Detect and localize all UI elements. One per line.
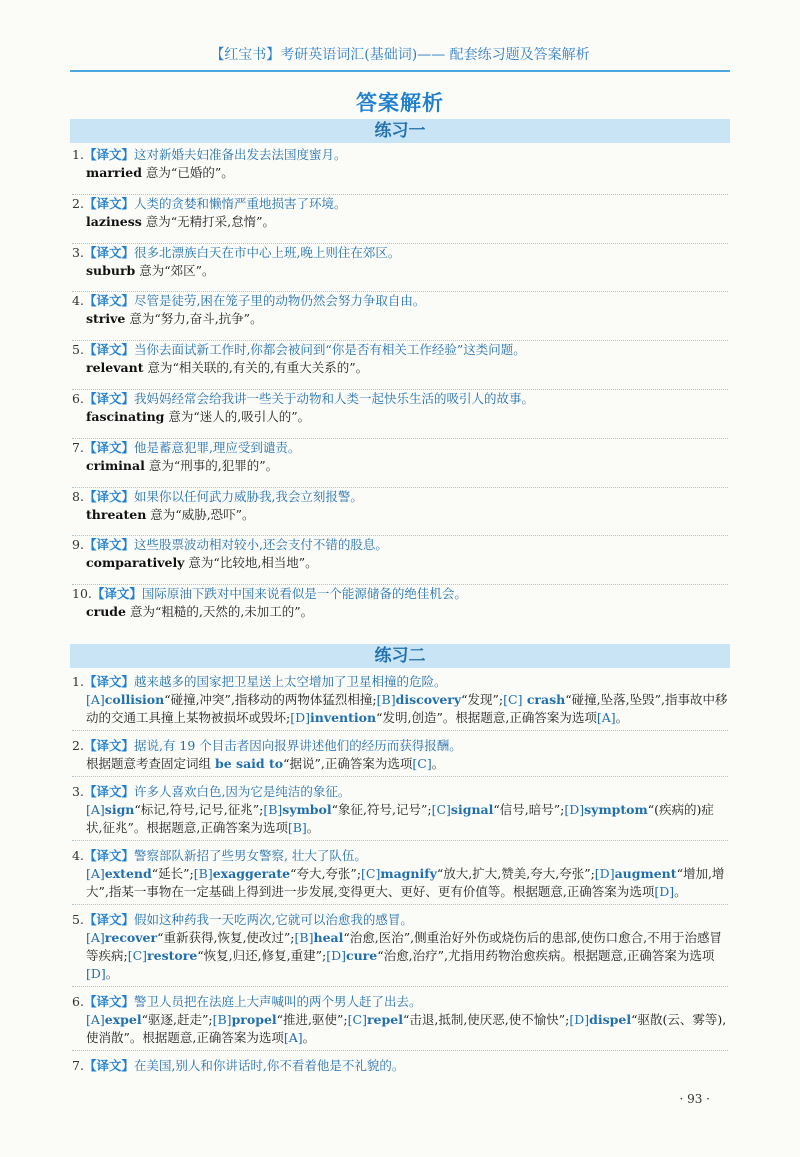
explanation-text: 意为“迷人的,吸引人的”。	[164, 408, 311, 424]
translation-text: 越来越多的国家把卫星送上太空增加了卫星相撞的危险。	[133, 674, 447, 689]
keyword: threaten	[86, 506, 147, 522]
explanation-text: “驱散(云、雾等),使消散”。根据题意,正确答案为选项	[86, 1012, 727, 1045]
option-word: invention	[310, 710, 377, 725]
translation-tag: 【译文】	[83, 195, 134, 211]
explanation-text: 。	[306, 820, 320, 835]
option-word: sign	[104, 802, 135, 817]
item-number: 2.	[72, 738, 84, 753]
section-heading-2: 练习二	[70, 644, 730, 668]
explanation-text: “碰撞,坠落,坠毁”,指事故中移动的交通工具撞上某物被损坏或毁坏;	[86, 692, 728, 725]
translation-line	[72, 911, 728, 929]
option-word: symbol	[282, 802, 332, 817]
answer-item	[72, 673, 728, 731]
item-number: 1.	[72, 147, 84, 162]
translation-text: 尽管是徒劳,困在笼子里的动物仍然会努力争取自由。	[133, 293, 426, 309]
answer-item	[72, 536, 728, 585]
translation-text: 在美国,别人和你讲话时,你不看着他是不礼貌的。	[133, 1058, 405, 1073]
keyword: laziness	[86, 213, 142, 229]
explanation-text: “延长”;	[151, 866, 194, 881]
option-label: [A]	[86, 866, 105, 881]
option-word: dispel	[589, 1012, 632, 1027]
explanation-text: 意为“相关联的,有关的,有重大关系的”。	[143, 360, 369, 376]
explanation-line	[72, 801, 728, 837]
option-label: [D]	[594, 866, 615, 881]
explanation-line	[72, 310, 728, 328]
answer-item	[72, 847, 728, 905]
explanation-line	[72, 691, 728, 727]
translation-text: 国际原油下跌对中国来说看似是一个能源储备的绝佳机会。	[141, 586, 467, 602]
running-header: 【红宝书】考研英语词汇(基础词)—— 配套练习题及答案解析	[70, 40, 730, 72]
item-number: 3.	[72, 244, 84, 260]
explanation-line	[72, 554, 728, 572]
answer-item	[72, 195, 728, 244]
page-title: 答案解析	[356, 90, 444, 115]
translation-tag: 【译文】	[83, 674, 134, 689]
option-label: [C]	[431, 802, 451, 817]
explanation-text: “重新获得,恢复,使改过”;	[157, 930, 295, 945]
explanation-text: “推进,驱使”;	[276, 1012, 348, 1027]
option-label: [B]	[212, 1012, 232, 1027]
explanation-text: 意为“粗糙的,天然的,未加工的”。	[125, 604, 314, 620]
item-number: 9.	[72, 537, 84, 553]
explanation-line	[72, 506, 728, 524]
explanation-line	[72, 213, 728, 231]
explanation-text: “恢复,归还,修复,重建”;	[197, 948, 327, 963]
option-word: augment	[614, 866, 677, 881]
explanation-text: 意为“努力,奋斗,抗争”。	[125, 311, 263, 327]
translation-line	[72, 585, 728, 603]
explanation-text: 意为“无精打采,怠惰”。	[141, 213, 276, 229]
translation-tag: 【译文】	[83, 293, 134, 309]
translation-line	[72, 737, 728, 755]
option-label: [B]	[263, 802, 283, 817]
option-word: symptom	[584, 802, 648, 817]
translation-tag: 【译文】	[83, 147, 134, 162]
option-label: [C]	[127, 948, 148, 963]
translation-text: 据说,有 19 个目击者因向报界讲述他们的经历而获得报酬。	[133, 738, 462, 753]
translation-text: 这对新婚夫妇准备出发去法国度蜜月。	[133, 147, 347, 162]
explanation-line	[72, 1011, 728, 1047]
explanation-text: 意为“比较地,相当地”。	[184, 555, 318, 571]
keyword: strive	[86, 311, 126, 327]
explanation-text: 意为“已婚的”。	[141, 165, 234, 180]
item-number: 7.	[72, 439, 84, 455]
translation-text: 当你去面试新工作时,你都会被问到“你是否有相关工作经验”这类问题。	[133, 342, 526, 358]
keyword: criminal	[86, 457, 145, 473]
translation-line	[72, 783, 728, 801]
item-number: 6.	[72, 994, 84, 1009]
translation-line	[72, 847, 728, 865]
explanation-line	[72, 457, 728, 475]
explanation-text: “发现”;	[461, 692, 504, 707]
explanation-text: “治愈,治疗”,尤指用药物治愈疾病。根据题意,正确答案为选项	[377, 948, 715, 963]
item-number: 7.	[72, 1058, 84, 1073]
explanation-line	[72, 929, 728, 983]
explanation-text: “据说”,正确答案为选项	[283, 756, 413, 771]
answer-item	[72, 585, 728, 634]
translation-line	[72, 292, 728, 310]
explanation-line	[72, 164, 728, 182]
translation-tag: 【译文】	[83, 537, 134, 553]
explanation-text: 意为“郊区”。	[135, 262, 215, 278]
item-number: 6.	[72, 390, 84, 406]
option-word: crash	[522, 692, 566, 707]
option-word: cure	[345, 948, 378, 963]
option-word: repel	[366, 1012, 403, 1027]
translation-tag: 【译文】	[83, 994, 134, 1009]
option-word: heal	[313, 930, 344, 945]
translation-text: 许多人喜欢白色,因为它是纯洁的象征。	[133, 784, 351, 799]
translation-text: 假如这种药我一天吃两次,它就可以治愈我的感冒。	[133, 912, 413, 927]
option-label: [A]	[86, 1012, 105, 1027]
answer-item	[72, 244, 728, 293]
item-number: 4.	[72, 293, 84, 309]
explanation-text: 根据题意考查固定词组	[86, 756, 215, 771]
option-word: collision	[104, 692, 165, 707]
item-number: 3.	[72, 784, 84, 799]
translation-line	[72, 673, 728, 691]
translation-tag: 【译文】	[91, 586, 142, 602]
translation-tag: 【译文】	[83, 784, 134, 799]
translation-text: 人类的贪婪和懒惰严重地损害了环境。	[133, 195, 347, 211]
option-word: be said to	[214, 756, 284, 771]
translation-tag: 【译文】	[83, 390, 134, 406]
option-label: [A]	[86, 930, 105, 945]
keyword: comparatively	[86, 555, 185, 571]
answer-item	[72, 390, 728, 439]
translation-tag: 【译文】	[83, 342, 134, 358]
option-label: [C]	[361, 866, 381, 881]
explanation-line	[72, 865, 728, 901]
explanation-line	[72, 262, 728, 280]
option-label: [B]	[193, 866, 213, 881]
keyword: fascinating	[86, 408, 165, 424]
keyword: relevant	[86, 360, 144, 376]
translation-tag: 【译文】	[83, 738, 134, 753]
answer-item	[72, 341, 728, 390]
explanation-text: “击退,抵制,使厌恶,使不愉快”;	[402, 1012, 570, 1027]
explanation-text: 。	[431, 756, 445, 771]
explanation-line	[72, 408, 728, 426]
option-label: [A]	[86, 692, 105, 707]
item-number: 2.	[72, 195, 84, 211]
option-label: [B]	[294, 930, 314, 945]
explanation-text: “(疾病的)症状,征兆”。根据题意,正确答案为选项	[86, 802, 714, 835]
translation-line	[72, 488, 728, 506]
explanation-text: 。	[302, 1030, 316, 1045]
translation-line	[72, 146, 728, 164]
page-number: · 93 ·	[679, 1092, 710, 1106]
translation-tag: 【译文】	[83, 1058, 134, 1073]
explanation-line	[72, 755, 728, 773]
translation-line	[72, 390, 728, 408]
answer-item	[72, 993, 728, 1051]
translation-text: 警卫人员把在法庭上大声喊叫的两个男人赶了出去。	[133, 994, 422, 1009]
translation-line	[72, 1057, 728, 1075]
explanation-text: “放大,扩大,赞美,夸大,夸张”;	[436, 866, 595, 881]
option-label: [A]	[596, 710, 616, 725]
translation-text: 很多北漂族白天在市中心上班,晚上则住在郊区。	[133, 244, 401, 260]
option-label: [D]	[654, 884, 675, 899]
section-1-list	[72, 146, 728, 634]
explanation-line	[72, 603, 728, 621]
option-label: [A]	[86, 802, 105, 817]
explanation-text: 。	[615, 710, 629, 725]
item-number: 4.	[72, 848, 84, 863]
answer-item	[72, 1057, 728, 1078]
keyword: married	[86, 165, 142, 180]
option-label: [C]	[347, 1012, 367, 1027]
option-label: [B]	[376, 692, 396, 707]
translation-line	[72, 341, 728, 359]
answer-item	[72, 737, 728, 777]
answer-item	[72, 911, 728, 987]
explanation-text: 。	[674, 884, 687, 899]
explanation-text: “象征,符号,记号”;	[331, 802, 432, 817]
answer-item	[72, 146, 728, 195]
option-label: [D]	[564, 802, 585, 817]
translation-line	[72, 195, 728, 213]
explanation-text: “治愈,医治”,侧重治好外伤或烧伤后的患部,使伤口愈合,不用于治感冒等疾病;	[86, 930, 723, 963]
option-label: [D]	[290, 710, 310, 725]
translation-text: 警察部队新招了些男女警察, 壮大了队伍。	[133, 848, 367, 863]
explanation-text: “标记,符号,记号,征兆”;	[134, 802, 264, 817]
keyword: crude	[86, 604, 126, 620]
option-word: extend	[104, 866, 152, 881]
item-number: 1.	[72, 674, 84, 689]
translation-tag: 【译文】	[83, 244, 134, 260]
translation-line	[72, 439, 728, 457]
translation-line	[72, 993, 728, 1011]
translation-text: 我妈妈经常会给我讲一些关于动物和人类一起快乐生活的吸引人的故事。	[133, 390, 534, 406]
option-word: propel	[231, 1012, 277, 1027]
explanation-text: 意为“威胁,恐吓”。	[146, 506, 255, 522]
translation-text: 如果你以任何武力威胁我,我会立刻报警。	[133, 488, 363, 504]
option-word: signal	[450, 802, 494, 817]
option-word: exaggerate	[212, 866, 291, 881]
item-number: 8.	[72, 488, 84, 504]
translation-tag: 【译文】	[83, 912, 134, 927]
explanation-text: “发明,创造”。根据题意,正确答案为选项	[376, 710, 597, 725]
item-number: 10.	[72, 586, 92, 602]
explanation-text: “增加,增大”,指某一事物在一定基础上得到进一步发展,变得更大、更好、更有价值等。根据题意,正确答案为选项	[86, 866, 725, 899]
answer-item	[72, 488, 728, 537]
option-word: restore	[147, 948, 198, 963]
explanation-text: 意为“刑事的,犯罪的”。	[144, 457, 279, 473]
option-word: expel	[104, 1012, 142, 1027]
explanation-line	[72, 359, 728, 377]
explanation-text: “驱逐,赶走”;	[141, 1012, 213, 1027]
explanation-text: 。	[105, 966, 119, 981]
translation-tag: 【译文】	[83, 439, 134, 455]
translation-text: 这些股票波动相对较小,还会支付不错的股息。	[133, 537, 388, 553]
item-number: 5.	[72, 912, 84, 927]
option-label: [A]	[283, 1030, 303, 1045]
translation-line	[72, 536, 728, 554]
option-label: [B]	[287, 820, 307, 835]
section-2-list	[72, 673, 728, 1084]
item-number: 5.	[72, 342, 84, 358]
option-word: discovery	[395, 692, 462, 707]
explanation-text: “夸大,夸张”;	[290, 866, 362, 881]
translation-tag: 【译文】	[83, 848, 134, 863]
option-word: recover	[104, 930, 158, 945]
option-label: [D]	[86, 966, 106, 981]
translation-line	[72, 244, 728, 262]
explanation-text: “信号,暗号”;	[493, 802, 565, 817]
answer-item	[72, 292, 728, 341]
section-heading-1: 练习一	[70, 119, 730, 143]
option-label: [D]	[569, 1012, 590, 1027]
translation-tag: 【译文】	[83, 488, 134, 504]
keyword: suburb	[86, 262, 136, 278]
translation-text: 他是蓄意犯罪,理应受到谴责。	[133, 439, 301, 455]
explanation-text: “碰撞,冲突”,指移动的两物体猛烈相撞;	[164, 692, 377, 707]
option-label: [C]	[503, 692, 523, 707]
option-label: [C]	[412, 756, 432, 771]
answer-item	[72, 783, 728, 841]
option-label: [D]	[326, 948, 346, 963]
answer-item	[72, 439, 728, 488]
option-word: magnify	[380, 866, 437, 881]
